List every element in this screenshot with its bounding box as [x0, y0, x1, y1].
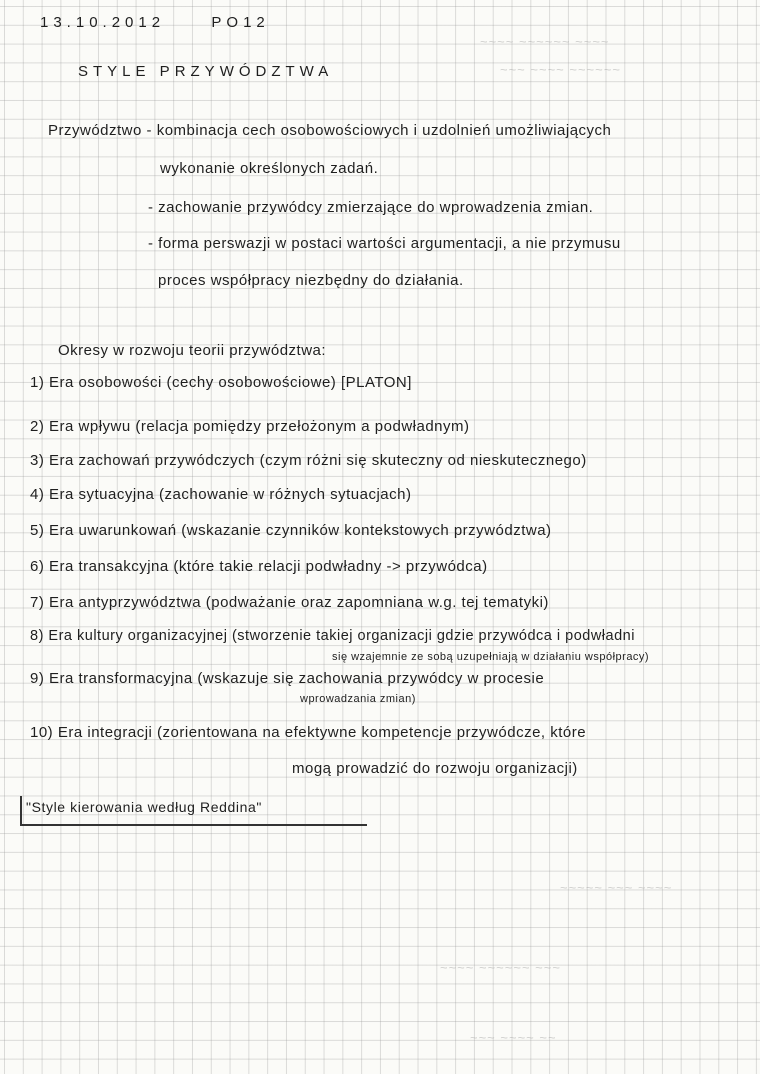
- course-label: PO12: [211, 14, 270, 31]
- list-item: 10) Era integracji (zorientowana na efektywne kompetencje przywódcze, które: [30, 724, 587, 741]
- page-title: STYLE PRZYWÓDZTWA: [78, 63, 334, 80]
- bleed-through-text: ~~~~~ ~~~ ~~~~: [560, 880, 673, 895]
- bleed-through-text: ~~~~ ~~~~~~ ~~~: [440, 960, 561, 975]
- list-item-continued: mogą prowadzić do rozwoju organizacji): [292, 760, 578, 777]
- list-item: 4) Era sytuacyjna (zachowanie w różnych sytuacjach): [30, 486, 412, 503]
- list-item: 6) Era transakcyjna (które takie relacji podwładny -> przywódca): [30, 558, 488, 575]
- list-item-continued: się wzajemnie ze sobą uzupełniają w działaniu współpracy): [332, 651, 650, 663]
- list-item: 7) Era antyprzywództwa (podważanie oraz zapomniana w.g. tej tematyki): [30, 594, 549, 611]
- bleed-through-text: ~~~~ ~~~~~~ ~~~~: [480, 34, 610, 49]
- definition-line-2: wykonanie określonych zadań.: [160, 160, 379, 177]
- list-item-continued: wprowadzania zmian): [300, 693, 416, 705]
- bleed-through-text: ~~~ ~~~~ ~~: [470, 1030, 557, 1045]
- definition-bullet-1: - zachowanie przywódcy zmierzające do wprowadzenia zmian.: [148, 199, 594, 216]
- definition-bullet-2-continued: proces współpracy niezbędny do działania.: [158, 272, 464, 289]
- list-item: 8) Era kultury organizacyjnej (stworzenie takiej organizacji gdzie przywódca i podwładni: [30, 628, 635, 644]
- eras-heading: Okresy w rozwoju teorii przywództwa:: [58, 342, 327, 359]
- date-text: 13.10.2012: [40, 14, 166, 31]
- note-date: [40, 14, 270, 31]
- list-item: 5) Era uwarunkowań (wskazanie czynników kontekstowych przywództwa): [30, 522, 552, 539]
- footer-quote: "Style kierowania według Reddina": [26, 799, 262, 815]
- definition-line-1: Przywództwo - kombinacja cech osobowościowych i uzdolnień umożliwiających: [48, 122, 612, 139]
- definition-bullet-2: - forma perswazji w postaci wartości argumentacji, a nie przymusu: [148, 235, 621, 252]
- bleed-through-text: ~~~ ~~~~ ~~~~~~: [500, 62, 621, 77]
- list-item: 1) Era osobowości (cechy osobowościowe) [PLATON]: [30, 374, 412, 391]
- list-item: 9) Era transformacyjna (wskazuje się zachowania przywódcy w procesie: [30, 670, 545, 687]
- list-item: 2) Era wpływu (relacja pomiędzy przełożonym a podwładnym): [30, 418, 470, 435]
- list-item: 3) Era zachowań przywódczych (czym różni się skuteczny od nieskutecznego): [30, 452, 587, 469]
